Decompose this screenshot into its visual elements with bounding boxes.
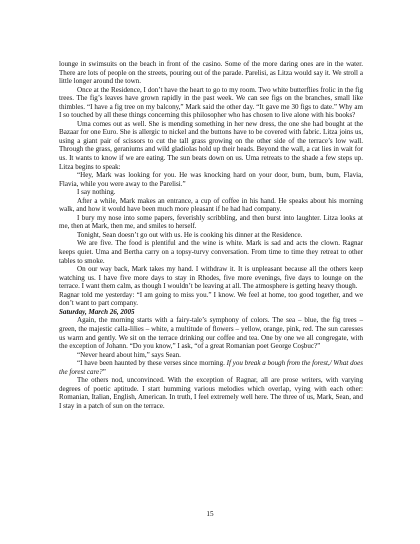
- poem-verse: If you break a bough from the forest,/ What does the forest care?: [59, 359, 363, 376]
- paragraph-15: [59, 359, 363, 376]
- paragraph-11: Ragnar told me yesterday: “I am going to miss you.” I know. We feel at home, too good together, and we don’t want to part company.: [59, 290, 363, 308]
- paragraph-16: The others nod, unconvinced. With the exception of Ragnar, all are prose writers, with varying degrees of poetic aptitude. I start humming various melodies which overlap, vying with each other: Romanian, Italian, English, American. In truth, I feel extremely well here. The three of us, Mark, Sean, and I stay in a patch of sun on the terrace.: [59, 376, 363, 410]
- paragraph-9: We are five. The food is plentiful and the wine is white. Mark is sad and acts the clown. Ragnar keeps quiet. Uma and Bertha carry on a topsy-turvy conversation. From time to time they retreat to other tables to smoke.: [59, 239, 363, 265]
- paragraph-4: “Hey, Mark was looking for you. He was knocking hard on your door, bum, bum, bum, Flavia, Flavia, while you were away to the Parelisi.”: [59, 171, 363, 188]
- paragraph-8: Tonight, Sean doesn’t go out with us. He is cooking his dinner at the Residence.: [77, 230, 303, 239]
- paragraph-13: Again, the morning starts with a fairy-tale’s symphony of colors. The sea – blue, the fig trees – green, the majestic calla-lilies – white, a multitude of flowers – yellow, orange, pink, red. The sun caresses us warm and gently. We sit on the terrace drinking our coffee and tea. One by one we all congregate, with the exception of Johann. “Do you know,” I ask, “of a great Romanian poet George Coşbuc?”: [59, 316, 363, 351]
- paragraph-15-text: “I have been haunted by these verses since morning.: [77, 359, 227, 368]
- page-number: 15: [206, 510, 214, 518]
- paragraph-2: Once at the Residence, I don’t have the heart to go to my room. Two white butterflies frolic in the fig trees. The fig’s leaves have grown rapidly in the past week. We can see figs on the branches, small like thimbles. “I have a fig tree on my balcony,” Mark said the other day. “It gave me 30 figs to date.” Why am I so touched by all these things concerning this philosopher who has chosen to live alone with his books?: [59, 85, 363, 120]
- body-text: [59, 60, 363, 410]
- paragraph-14: “Never heard about him,” says Sean.: [77, 350, 181, 359]
- paragraph-7: I bury my nose into some papers, feverishly scribbling, and then burst into laughter. Litza looks at me, then at Mark, then me, and smiles to herself.: [59, 213, 363, 231]
- paragraph-3: Uma comes out as well. She is mending something in her new dress, the one she had bought at the Bazaar for one Euro. She is allergic to nickel and the buttons have to be covered with fabric. Litza joins us, using a giant pair of scissors to cut the tall grass growing on the other side of the terrace’s low wall. Through the grass, geraniums and wild gladiolas hold up their heads. Beyond the wall, a cat lies in wait for us. It wants to know if we are eating. The sun beats down on us. Uma retreats to the shade a few steps up. Litza begins to speak:: [59, 119, 363, 171]
- paragraph-15-tail: ”: [102, 367, 106, 376]
- paragraph-1: lounge in swimsuits on the beach in front of the casino. Some of the more daring ones are in the water. There are lots of people on the streets, pouring out of the parade. Parelisi, as Litza would say it. We stroll a little longer around the town.: [59, 60, 363, 86]
- diary-date-heading: Saturday, March 26, 2005: [59, 307, 135, 316]
- paragraph-10: On our way back, Mark takes my hand. I withdraw it. It is unpleasant because all the others keep watching us. I have five more days to stay in Rhodes, five more evenings, five days to lounge on the terrace. I want them calm, as though I wouldn’t be leaving at all. The atmosphere is getting heavy though.: [59, 265, 363, 291]
- paragraph-6: After a while, Mark makes an entrance, a cup of coffee in his hand. He speaks about his morning walk, and how it would have been much more pleasant if he had had company.: [59, 196, 363, 214]
- paragraph-5: I say nothing.: [77, 188, 116, 197]
